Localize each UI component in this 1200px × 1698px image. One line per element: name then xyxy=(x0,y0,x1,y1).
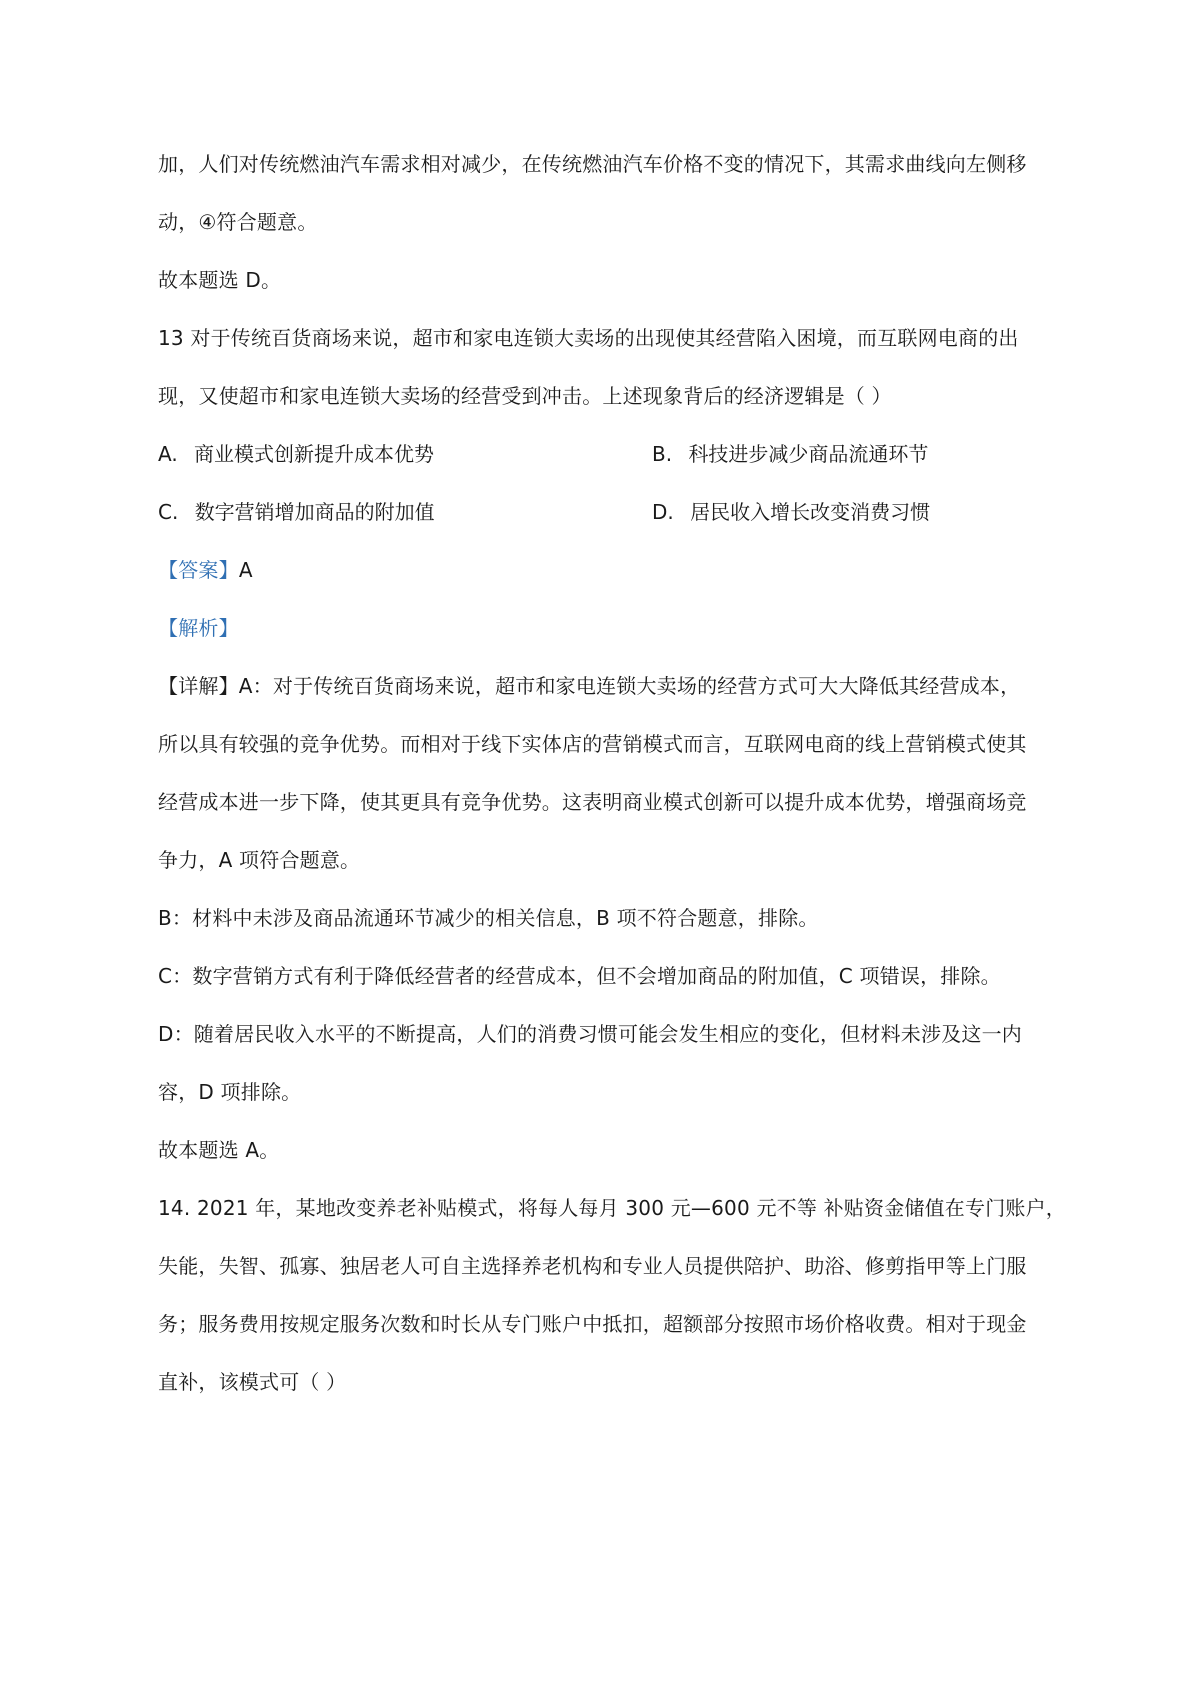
q13-explain-d-line-1: D：随着居民收入水平的不断提高，人们的消费习惯可能会发生相应的变化，但材料未涉及这一内 xyxy=(158,1022,1022,1046)
q14-stem-line-2: 失能，失智、孤寡、独居老人可自主选择养老机构和专业人员提供陪护、助浴、修剪指甲等上门服 xyxy=(158,1254,1027,1278)
q14-stem-line-4: 直补，该模式可（ ） xyxy=(158,1370,347,1394)
q13-explain-d-line-2: 容，D 项排除。 xyxy=(158,1080,302,1104)
q14-stem-line-3: 务；服务费用按规定服务次数和时长从专门账户中抵扣，超额部分按照市场价格收费。相对于现金 xyxy=(158,1312,1027,1336)
option-text: 居民收入增长改变消费习惯 xyxy=(690,500,931,524)
q13-option-d xyxy=(652,498,930,526)
q13-detail-line-4: 争力，A 项符合题意。 xyxy=(158,848,361,872)
q13-analysis-heading xyxy=(158,614,1058,642)
answer-value: A xyxy=(238,558,253,582)
q13-stem-line-2: 现，又使超市和家电连锁大卖场的经营受到冲击。上述现象背后的经济逻辑是（ ） xyxy=(158,384,892,408)
option-text: 数字营销增加商品的附加值 xyxy=(194,500,435,524)
q12-tail-line-1: 加，人们对传统燃油汽车需求相对减少，在传统燃油汽车价格不变的情况下，其需求曲线向左侧移 xyxy=(158,152,1027,176)
option-label: D. xyxy=(652,500,674,524)
q14-stem-line-1: 14. 2021 年，某地改变养老补贴模式，将每人每月 300 元—600 元不等 补贴资金储值在专门账户， xyxy=(158,1196,1066,1220)
q13-option-c xyxy=(158,498,435,526)
q13-option-b xyxy=(652,440,928,468)
q12-conclusion: 故本题选 D。 xyxy=(158,268,282,292)
analysis-tag: 【解析】 xyxy=(158,616,239,640)
q13-stem-line-1: 13 对于传统百货商场来说，超市和家电连锁大卖场的出现使其经营陷入困境，而互联网电商的出 xyxy=(158,326,1019,350)
option-label: A. xyxy=(158,442,178,466)
q13-explain-b: B：材料中未涉及商品流通环节减少的相关信息，B 项不符合题意，排除。 xyxy=(158,906,819,930)
answer-tag: 【答案】 xyxy=(158,558,239,582)
option-label: C. xyxy=(158,500,179,524)
option-label: B. xyxy=(652,442,673,466)
option-text: 商业模式创新提升成本优势 xyxy=(194,442,435,466)
q12-tail-line-2: 动，④符合题意。 xyxy=(158,210,318,234)
option-text: 科技进步减少商品流通环节 xyxy=(688,442,929,466)
q13-conclusion: 故本题选 A。 xyxy=(158,1138,280,1162)
q13-explain-c: C：数字营销方式有利于降低经营者的经营成本，但不会增加商品的附加值，C 项错误，排除。 xyxy=(158,964,1001,988)
q13-detail-line-2: 所以具有较强的竞争优势。而相对于线下实体店的营销模式而言，互联网电商的线上营销模式使其 xyxy=(158,732,1027,756)
q13-detail-line-1: 【详解】A：对于传统百货商场来说，超市和家电连锁大卖场的经营方式可大大降低其经营成本， xyxy=(158,674,1021,698)
q13-option-a xyxy=(158,440,434,468)
q13-answer xyxy=(158,556,1058,584)
q13-detail-line-3: 经营成本进一步下降，使其更具有竞争优势。这表明商业模式创新可以提升成本优势，增强商场竞 xyxy=(158,790,1027,814)
